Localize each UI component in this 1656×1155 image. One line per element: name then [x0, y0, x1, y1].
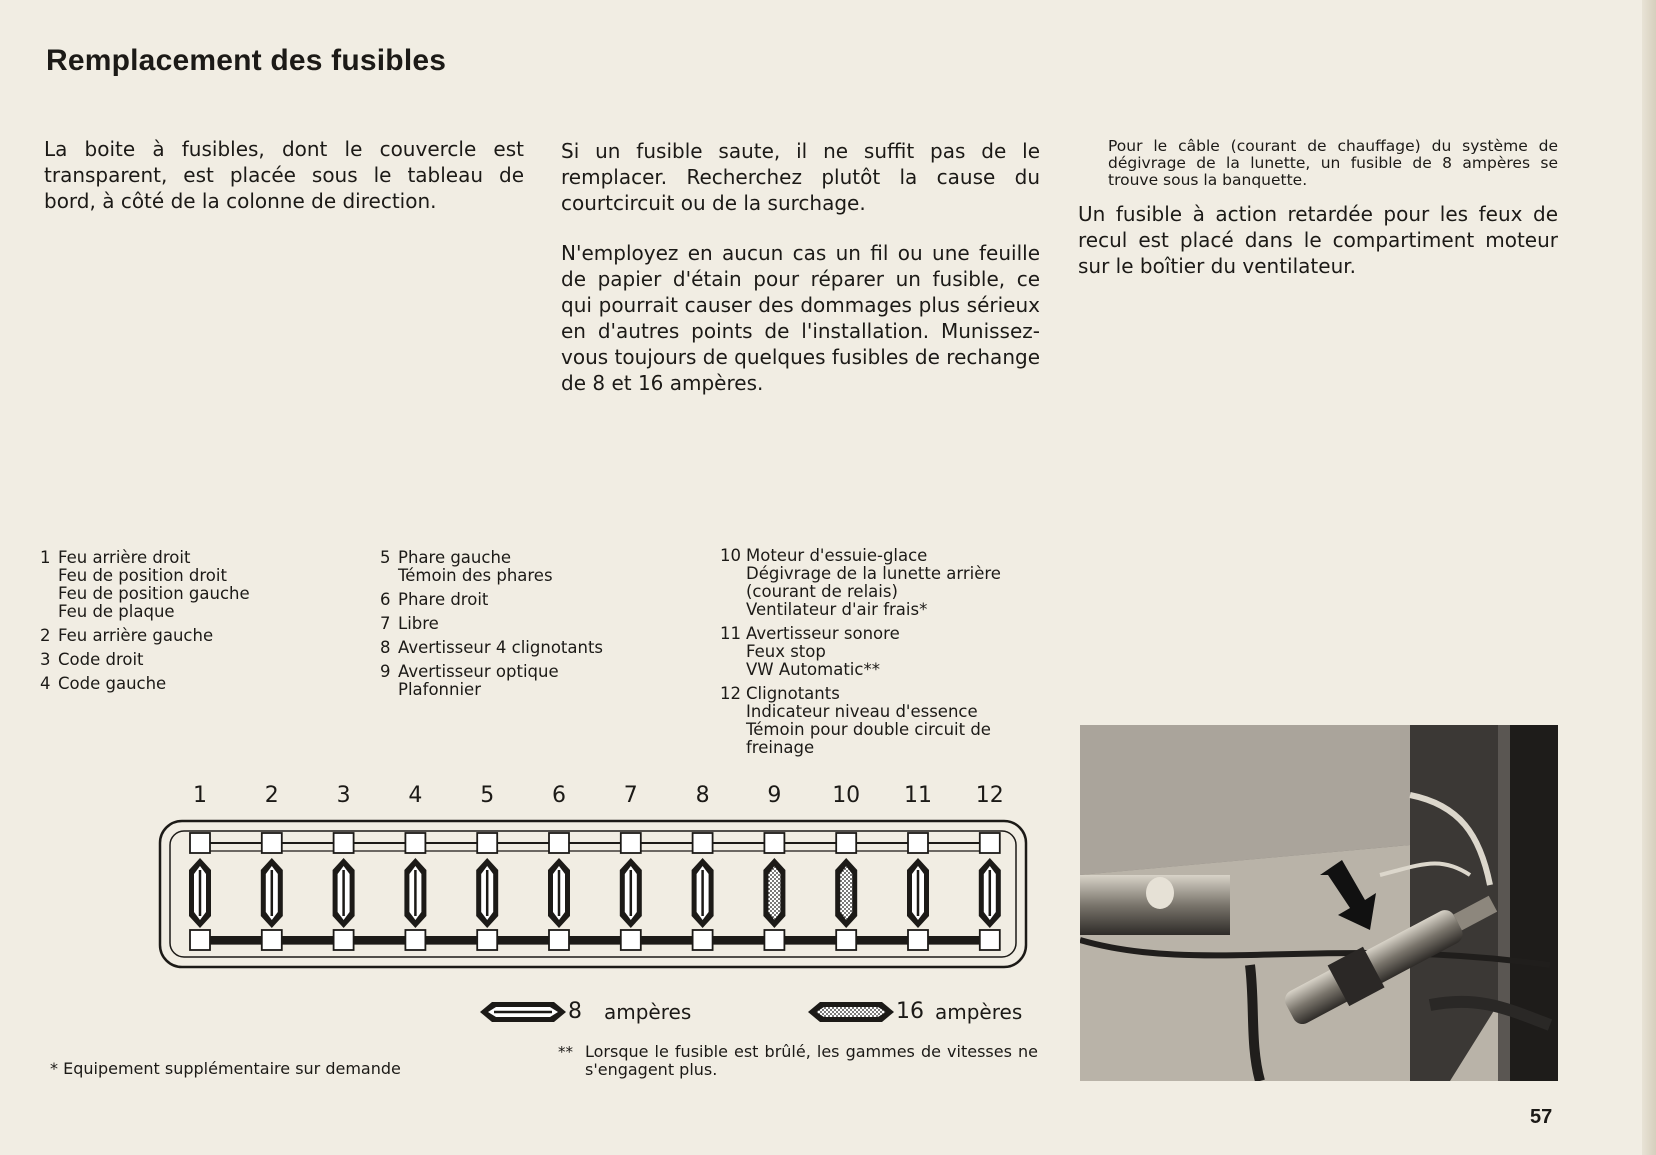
column-1: [44, 136, 524, 238]
legend-number: 10: [720, 546, 741, 565]
footnote-star: * Equipement supplémentaire sur demande: [50, 1059, 401, 1078]
legend-number: 1: [40, 548, 51, 567]
legend-lines: [58, 549, 250, 621]
col1-paragraph: La boite à fusibles, dont le couvercle est transparent, est placée sous le tableau de bord, à côté de la colonne de direction.: [44, 137, 524, 213]
page-number: 57: [1530, 1106, 1553, 1128]
legend-item: [720, 547, 1040, 619]
legend-lines: [58, 675, 166, 693]
fuse-number-label: 9: [767, 783, 782, 808]
fuse-number-label: 1: [193, 783, 207, 808]
legend-line: Avertisseur 4 clignotants: [398, 638, 604, 657]
legend-item: [380, 549, 680, 585]
fuse-terminal-bottom: [549, 930, 569, 950]
fuse-number-label: 12: [975, 783, 1004, 808]
col2-paragraph-2: N'employez en aucun cas un fil ou une feuille de papier d'étain pour réparer un fusible, ce qui pourrait causer des dommages plus sérieux en d'autres points de l'installation. Munissez-vous toujours de quelques fusibles de rechange de 8 et 16 ampères.: [561, 241, 1040, 395]
col3-paragraph: Un fusible à action retardée pour les feux de recul est placé dans le compartiment moteur sur le boîtier du ventilateur.: [1078, 202, 1558, 278]
fuse-terminal-bottom: [908, 930, 928, 950]
fuse-terminal-bottom: [836, 930, 856, 950]
fuse-terminal-top: [836, 833, 856, 853]
legend-number: 6: [380, 590, 391, 609]
fuse-number-label: 3: [336, 783, 351, 808]
fuse-number-label: 11: [904, 783, 932, 808]
fuse-legend-1-4: [40, 549, 340, 699]
legend-line: Code droit: [58, 650, 144, 669]
legend-item: [380, 639, 680, 657]
legend-line: Phare droit: [398, 590, 489, 609]
legend-line: Ventilateur d'air frais*: [746, 600, 928, 619]
fuse-8a-symbol: [478, 997, 568, 1027]
fuse-terminal-bottom: [980, 930, 1000, 950]
legend-item: [720, 625, 1040, 679]
fuse-legend-10-12: [720, 547, 1040, 763]
legend-number: 9: [380, 662, 391, 681]
legend-number: 2: [40, 626, 51, 645]
fuse-terminal-bottom: [334, 930, 354, 950]
legend-number: 4: [40, 674, 51, 693]
key-16-value: 16: [896, 999, 924, 1024]
legend-line: Plafonnier: [398, 680, 481, 699]
legend-lines: [746, 547, 1001, 619]
legend-line: Phare gauche: [398, 548, 512, 567]
fuse-terminal-top: [764, 833, 784, 853]
legend-lines: [398, 591, 488, 609]
legend-number: 5: [380, 548, 391, 567]
fuse-9-window: [768, 866, 780, 920]
fuse-legend-5-9: [380, 549, 680, 705]
footnote-double-star: Lorsque le fusible est brûlé, les gammes de vitesses ne s'engagent plus.: [585, 1042, 1038, 1079]
legend-lines: [58, 627, 213, 645]
legend-number: 11: [720, 624, 741, 643]
legend-item: [40, 549, 340, 621]
column-2: [561, 138, 1040, 420]
fuse-box-diagram: [140, 780, 1040, 1080]
legend-line: VW Automatic**: [746, 660, 880, 679]
page-edge: [1642, 0, 1656, 1155]
fuse-terminal-top: [262, 833, 282, 853]
legend-lines: [398, 663, 559, 699]
heating-cable-note: Pour le câble (courant de chauffage) du système de dégivrage de la lunette, un fusible de 8 ampères se trouve sous la banquette.: [1108, 137, 1558, 189]
legend-line: Indicateur niveau d'essence: [746, 702, 978, 721]
fuse-number-label: 5: [480, 783, 495, 808]
legend-line: Témoin des phares: [398, 566, 553, 585]
fuse-terminal-top: [980, 833, 1000, 853]
fuse-terminal-top: [405, 833, 425, 853]
fuse-number-label: 7: [623, 783, 638, 808]
fuse-terminal-top: [693, 833, 713, 853]
legend-item: [380, 663, 680, 699]
legend-item: [40, 675, 340, 693]
legend-lines: [58, 651, 144, 669]
legend-number: 7: [380, 614, 391, 633]
fuse-number-label: 10: [832, 783, 861, 808]
legend-lines: [746, 685, 991, 757]
legend-number: 3: [40, 650, 51, 669]
legend-item: [720, 685, 1040, 757]
legend-item: [380, 615, 680, 633]
fuse-16a-symbol: [806, 997, 896, 1027]
legend-item: [40, 651, 340, 669]
legend-line: Feu arrière droit: [58, 548, 191, 567]
legend-lines: [398, 639, 603, 657]
fuse-10-window: [840, 866, 852, 920]
fuse-terminal-bottom: [477, 930, 497, 950]
fuse-terminal-bottom: [405, 930, 425, 950]
fuse-terminal-bottom: [262, 930, 282, 950]
fuse-terminal-top: [190, 833, 210, 853]
column-3: [1078, 138, 1558, 303]
fuse-terminal-top: [549, 833, 569, 853]
fuse-terminal-bottom: [764, 930, 784, 950]
fuse-terminal-top: [477, 833, 497, 853]
legend-line: Code gauche: [58, 674, 167, 693]
fuse-number-label: 2: [264, 783, 279, 808]
legend-line: Libre: [398, 614, 439, 633]
legend-number: 8: [380, 638, 391, 657]
legend-line: Dégivrage de la lunette arrière: [746, 564, 1001, 583]
fuse-terminal-top: [621, 833, 641, 853]
legend-line: Feu arrière gauche: [58, 626, 214, 645]
footnote-double-star-mark: **: [558, 1043, 573, 1061]
legend-lines: [398, 615, 439, 633]
legend-line: Feu de plaque: [58, 602, 175, 621]
legend-item: [380, 591, 680, 609]
legend-line: (courant de relais): [746, 582, 898, 601]
legend-lines: [398, 549, 553, 585]
col2-paragraph-1: Si un fusible saute, il ne suffit pas de le remplacer. Recherchez plutôt la cause du courtcircuit ou de la surchage.: [561, 139, 1040, 215]
legend-line: Feux stop: [746, 642, 826, 661]
key-16-unit: ampères: [935, 1000, 1023, 1024]
fuse-terminal-top: [908, 833, 928, 853]
page-title: Remplacement des fusibles: [46, 44, 447, 77]
legend-line: Feu de position gauche: [58, 584, 250, 603]
legend-item: [40, 627, 340, 645]
key-8-value: 8: [568, 999, 582, 1024]
legend-line: Témoin pour double circuit de: [746, 720, 991, 739]
legend-line: Feu de position droit: [58, 566, 227, 585]
legend-line: Avertisseur sonore: [746, 624, 900, 643]
legend-line: Moteur d'essuie-glace: [746, 546, 928, 565]
fuse-number-label: 8: [695, 783, 710, 808]
legend-line: freinage: [746, 738, 815, 757]
legend-line: Clignotants: [746, 684, 840, 703]
legend-line: Avertisseur optique: [398, 662, 559, 681]
fuse-terminal-top: [334, 833, 354, 853]
key-8-unit: ampères: [604, 1000, 692, 1024]
legend-number: 12: [720, 684, 741, 703]
fuse-location-photo: [1080, 725, 1558, 1081]
fuse-number-label: 4: [408, 783, 423, 808]
fuse-number-label: 6: [552, 783, 566, 808]
legend-lines: [746, 625, 900, 679]
fuse-terminal-bottom: [693, 930, 713, 950]
fuse-terminal-bottom: [190, 930, 210, 950]
fuse-terminal-bottom: [621, 930, 641, 950]
